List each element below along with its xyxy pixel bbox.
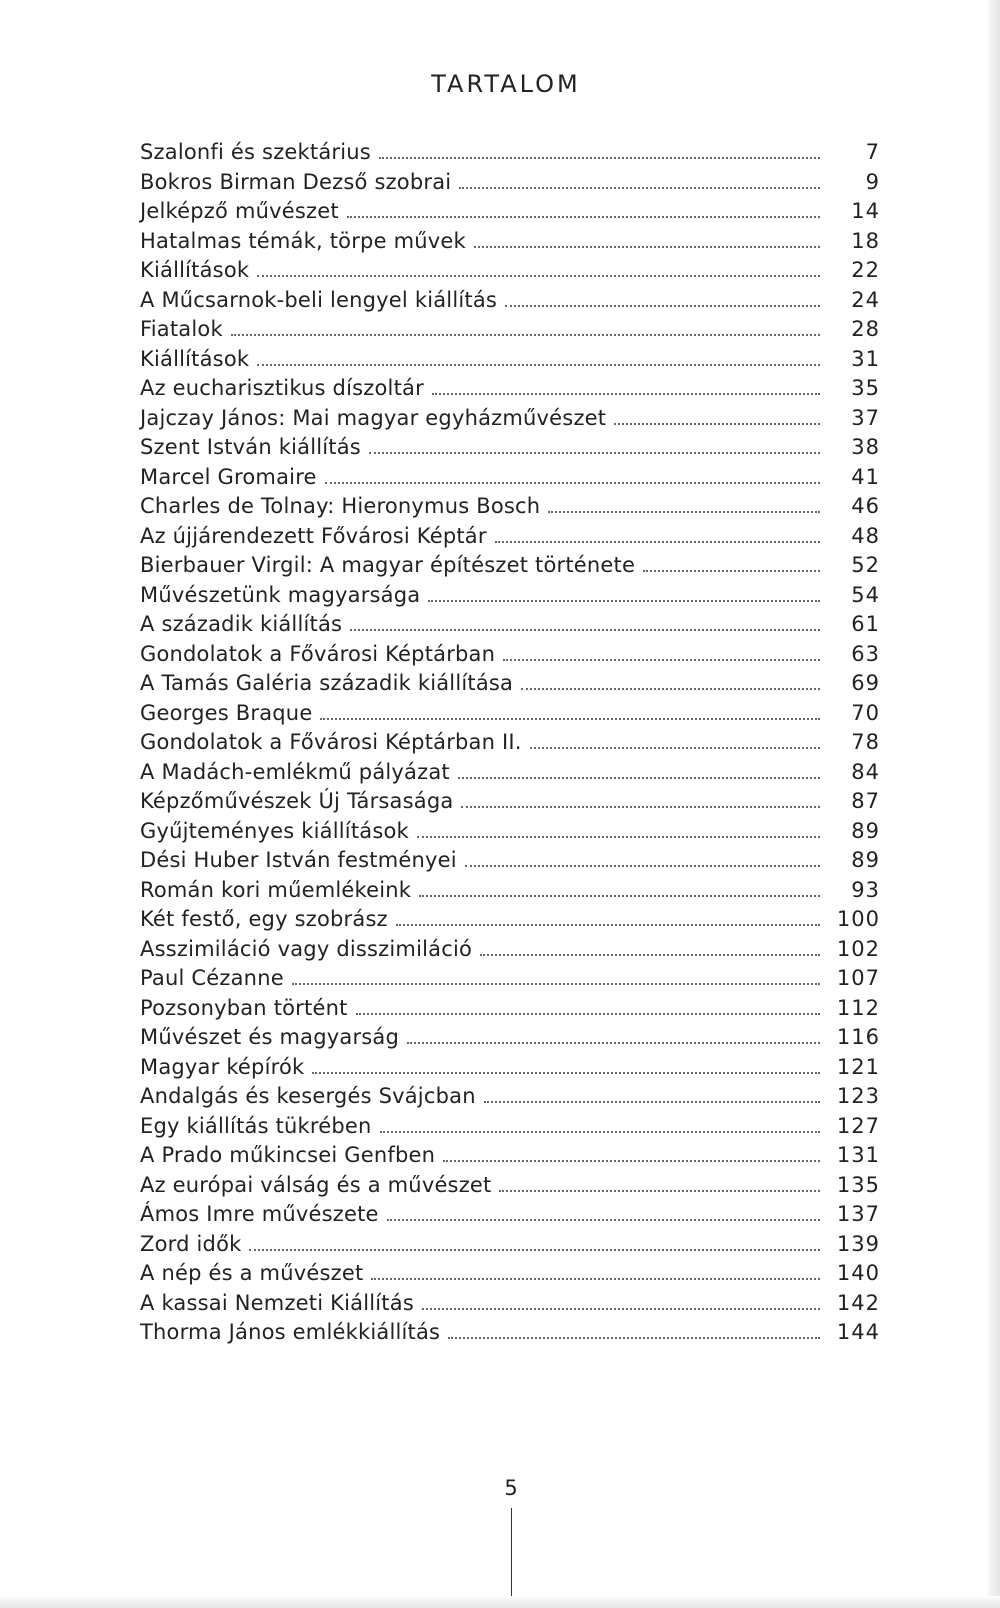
toc-entry — [140, 1141, 880, 1171]
scan-edge-shadow-bottom — [0, 1596, 1000, 1608]
toc-entry-title: Az eucharisztikus díszoltár — [140, 376, 424, 400]
toc-entry-page-number: 69 — [851, 671, 880, 695]
toc-entry-title: Pozsonyban történt — [140, 995, 348, 1020]
toc-entry-title: Román kori műemlékeink — [140, 877, 412, 902]
toc-entry — [140, 846, 880, 876]
dot-leader — [350, 629, 820, 631]
dot-leader — [432, 393, 820, 395]
toc-entry-title: Szent István kiállítás — [140, 435, 361, 459]
toc-entry-title: Dési Huber István festményei — [140, 848, 457, 872]
toc-entry-page-number: 123 — [836, 1084, 880, 1108]
dot-leader — [448, 1337, 820, 1339]
toc-entry-title: Marcel Gromaire — [140, 464, 317, 489]
toc-entry-page-number: 89 — [851, 818, 880, 843]
dot-leader — [422, 1308, 820, 1310]
toc-entry-page-number: 70 — [851, 700, 880, 725]
dot-leader — [356, 1013, 820, 1015]
toc-entry — [140, 817, 880, 847]
toc-entry-page-number: 144 — [836, 1320, 880, 1344]
toc-entry-page-number: 127 — [836, 1113, 880, 1138]
toc-entry-title: Szalonfi és szektárius — [140, 140, 371, 164]
toc-entry — [140, 1200, 880, 1230]
page-number: 5 — [504, 1476, 518, 1500]
toc-entry — [140, 1053, 880, 1083]
toc-entry — [140, 168, 880, 198]
toc-entry-page-number: 112 — [836, 995, 880, 1020]
toc-entry — [140, 876, 880, 906]
toc-entry-title: Jajczay János: Mai magyar egyházművészet — [140, 405, 607, 430]
toc-entry-page-number: 24 — [851, 287, 880, 312]
toc-entry — [140, 1289, 880, 1319]
toc-entry-title: Bierbauer Virgil: A magyar építészet története — [140, 553, 636, 577]
dot-leader — [465, 865, 820, 867]
toc-entry-page-number: 18 — [851, 228, 880, 253]
dot-leader — [505, 305, 820, 307]
toc-entry-title: Gondolatok a Fővárosi Képtárban — [140, 641, 496, 666]
toc-entry — [140, 905, 880, 935]
toc-entry — [140, 404, 880, 434]
toc-entry — [140, 728, 880, 758]
dot-leader — [312, 1072, 820, 1074]
toc-entry-page-number: 37 — [851, 405, 880, 430]
toc-entry — [140, 1171, 880, 1201]
toc-entry-title: A Prado műkincsei Genfben — [140, 1143, 436, 1167]
dot-leader — [292, 983, 820, 985]
dot-leader — [325, 482, 820, 484]
toc-entry-title: A Madách-emlékmű pályázat — [140, 759, 450, 784]
toc-entry-title: Hatalmas témák, törpe művek — [140, 228, 466, 253]
dot-leader — [499, 1190, 820, 1192]
dot-leader — [548, 511, 820, 513]
toc-entry-title: Bokros Birman Dezső szobrai — [140, 169, 452, 194]
toc-entry-title: Ámos Imre művészete — [140, 1202, 379, 1226]
toc-entry-page-number: 84 — [851, 759, 880, 784]
dot-leader — [428, 600, 820, 602]
dot-leader — [396, 924, 820, 926]
dot-leader — [387, 1219, 820, 1221]
toc-entry-title: Asszimiláció vagy disszimiláció — [140, 936, 473, 961]
toc-entry — [140, 1318, 880, 1348]
toc-entry — [140, 138, 880, 168]
toc-entry-title: Paul Cézanne — [140, 966, 284, 990]
toc-entry-title: Két festő, egy szobrász — [140, 907, 388, 931]
toc-entry-page-number: 78 — [851, 730, 880, 754]
toc-entry — [140, 669, 880, 699]
toc-entry-title: Kiállítások — [140, 346, 250, 371]
toc-entry-title: Thorma János emlékkiállítás — [140, 1320, 441, 1344]
toc-entry-title: A nép és a művészet — [140, 1261, 364, 1285]
toc-entry-title: Georges Braque — [140, 700, 313, 725]
toc-entry-page-number: 93 — [851, 877, 880, 902]
toc-entry-page-number: 121 — [836, 1054, 880, 1079]
toc-entry — [140, 197, 880, 227]
toc-entry — [140, 581, 880, 611]
dot-leader — [484, 1101, 820, 1103]
dot-leader — [474, 246, 820, 248]
toc-entry — [140, 758, 880, 788]
toc-entry-page-number: 102 — [836, 936, 880, 961]
toc-entry-title: Gyűjteményes kiállítások — [140, 818, 409, 843]
dot-leader — [320, 718, 820, 720]
dot-leader — [379, 157, 820, 159]
toc-entry-title: A századik kiállítás — [140, 612, 343, 636]
toc-entry-page-number: 137 — [836, 1202, 880, 1226]
toc-entry-page-number: 87 — [851, 789, 880, 813]
toc-entry-page-number: 28 — [851, 317, 880, 341]
dot-leader — [257, 364, 820, 366]
toc-entry — [140, 1023, 880, 1053]
dot-leader — [380, 1131, 820, 1133]
toc-entry-title: Zord idők — [140, 1231, 242, 1256]
toc-entry-page-number: 142 — [836, 1290, 880, 1315]
toc-entry-page-number: 35 — [851, 376, 880, 400]
toc-entry-title: Kiállítások — [140, 258, 250, 282]
toc-entry-title: Andalgás és kesergés Svájcban — [140, 1084, 476, 1108]
toc-entry-page-number: 22 — [851, 258, 880, 282]
toc-entry-page-number: 116 — [836, 1025, 880, 1049]
toc-entry-page-number: 63 — [851, 641, 880, 666]
toc-entry — [140, 522, 880, 552]
toc-entry-page-number: 48 — [851, 523, 880, 548]
toc-entry — [140, 699, 880, 729]
toc-entry-title: A Tamás Galéria századik kiállítása — [140, 671, 514, 695]
toc-entry — [140, 433, 880, 463]
toc-entry-title: Jelképző művészet — [140, 199, 339, 223]
toc-entry-page-number: 31 — [851, 346, 880, 371]
toc-entry — [140, 345, 880, 375]
dot-leader — [371, 1278, 820, 1280]
scan-edge-shadow-right — [986, 0, 1000, 1608]
toc-entry — [140, 964, 880, 994]
toc-entry — [140, 1230, 880, 1260]
toc-entry-title: Művészetünk magyarsága — [140, 582, 421, 607]
toc-entry-page-number: 41 — [851, 464, 880, 489]
toc-entry-page-number: 38 — [851, 435, 880, 459]
toc-entry-title: A kassai Nemzeti Kiállítás — [140, 1290, 414, 1315]
toc-entry-title: Fiatalok — [140, 317, 223, 341]
toc-entry — [140, 551, 880, 581]
toc-entry-page-number: 89 — [851, 848, 880, 872]
toc-entry-page-number: 135 — [836, 1172, 880, 1197]
toc-entry-page-number: 100 — [836, 907, 880, 931]
toc-entry-page-number: 131 — [836, 1143, 880, 1167]
dot-leader — [643, 570, 820, 572]
toc-entry-page-number: 14 — [851, 199, 880, 223]
toc-entry — [140, 610, 880, 640]
toc-entry-title: A Műcsarnok-beli lengyel kiállítás — [140, 287, 498, 312]
toc-entry — [140, 227, 880, 257]
toc-entry-title: Az európai válság és a művészet — [140, 1172, 492, 1197]
dot-leader — [495, 541, 820, 543]
toc-entry-page-number: 46 — [851, 494, 880, 518]
toc-entry-page-number: 140 — [836, 1261, 880, 1285]
dot-leader — [459, 187, 820, 189]
dot-leader — [407, 1042, 820, 1044]
dot-leader — [419, 895, 820, 897]
toc-entry — [140, 463, 880, 493]
dot-leader — [614, 423, 820, 425]
toc-entry — [140, 787, 880, 817]
dot-leader — [480, 954, 820, 956]
dot-leader — [257, 275, 820, 277]
toc-entry — [140, 492, 880, 522]
dot-leader — [461, 806, 820, 808]
dot-leader — [503, 659, 820, 661]
center-fold-line — [511, 1508, 512, 1600]
toc-entry-title: Képzőművészek Új Társasága — [140, 789, 454, 813]
dot-leader — [347, 216, 820, 218]
toc-entry-title: Az újjárendezett Fővárosi Képtár — [140, 523, 487, 548]
toc-entry-title: Magyar képírók — [140, 1054, 305, 1079]
toc-entry-title: Charles de Tolnay: Hieronymus Bosch — [140, 494, 541, 518]
dot-leader — [417, 836, 820, 838]
toc-entry — [140, 286, 880, 316]
dot-leader — [369, 452, 820, 454]
toc-entry-page-number: 61 — [851, 612, 880, 636]
toc-entry-page-number: 107 — [836, 966, 880, 990]
toc-entry-title: Egy kiállítás tükrében — [140, 1113, 372, 1138]
toc-entry-title: Gondolatok a Fővárosi Képtárban II. — [140, 730, 522, 754]
table-of-contents — [140, 138, 880, 1348]
toc-entry — [140, 935, 880, 965]
toc-entry — [140, 374, 880, 404]
dot-leader — [443, 1160, 820, 1162]
toc-entry-page-number: 54 — [851, 582, 880, 607]
toc-entry — [140, 994, 880, 1024]
toc-entry-title: Művészet és magyarság — [140, 1025, 400, 1049]
toc-entry-page-number: 9 — [865, 169, 880, 194]
toc-entry-page-number: 139 — [836, 1231, 880, 1256]
dot-leader — [249, 1249, 820, 1251]
toc-entry-page-number: 52 — [851, 553, 880, 577]
toc-entry — [140, 1112, 880, 1142]
toc-entry — [140, 640, 880, 670]
dot-leader — [231, 334, 820, 336]
toc-entry — [140, 315, 880, 345]
toc-entry — [140, 256, 880, 286]
dot-leader — [530, 747, 820, 749]
dot-leader — [521, 688, 820, 690]
toc-entry-page-number: 7 — [865, 140, 880, 164]
page-title: TARTALOM — [431, 70, 581, 98]
toc-entry — [140, 1082, 880, 1112]
dot-leader — [458, 777, 820, 779]
toc-entry — [140, 1259, 880, 1289]
